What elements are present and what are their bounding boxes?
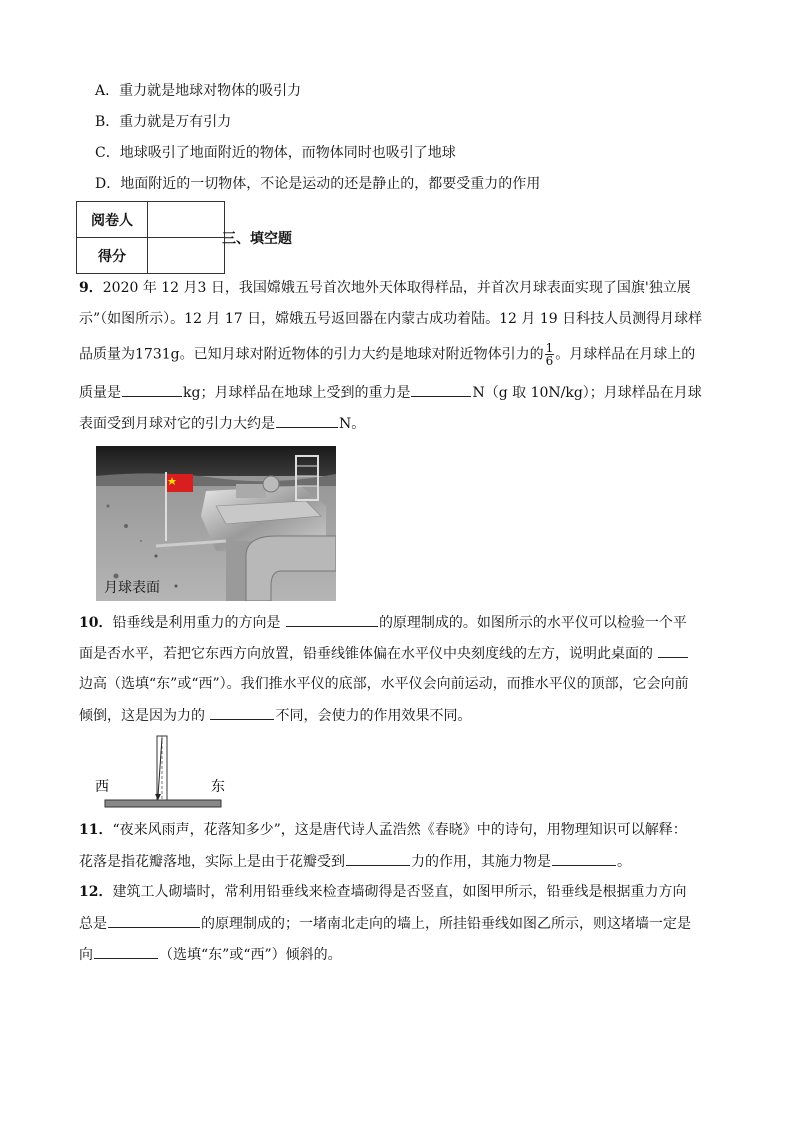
q10-line3: 边高（选填“东”或“西”）。我们推水平仪的底部，水平仪会向前运动，而推水平仪的顶部，它会向前 xyxy=(79,676,689,692)
q12-line1: 12．建筑工人砌墙时，常利用铅垂线来检查墙砌得是否竖直，如图甲所示，铅垂线是根据重力方向 xyxy=(79,884,687,900)
reviewer-cell xyxy=(148,202,225,238)
west-label: 西 xyxy=(95,779,109,795)
q11-number: 11． xyxy=(79,822,113,838)
option-d: D．地面附近的一切物体，不论是运动的还是静止的，都要受重力的作用 xyxy=(95,176,541,192)
option-c: C．地球吸引了地面附近的物体，而物体同时也吸引了地球 xyxy=(95,145,456,161)
score-cell xyxy=(148,238,225,274)
q10-number: 10． xyxy=(79,615,113,631)
section-title: 三、填空题 xyxy=(222,231,292,247)
reviewer-label: 阅卷人 xyxy=(77,202,148,238)
blank-gravity-direction[interactable] xyxy=(286,612,378,627)
blank-side-high[interactable] xyxy=(658,643,688,658)
blank-force-source[interactable] xyxy=(552,851,616,866)
q9-line2: 示”（如图所示）。12 月 17 日，嫦娥五号返回器在内蒙古成功着陆。12 月 19 日科技人员测得月球样 xyxy=(79,311,703,327)
blank-gravity-principle[interactable] xyxy=(108,913,200,928)
blank-tilt-direction[interactable] xyxy=(94,944,158,959)
level-diagram xyxy=(95,734,230,810)
blank-force-factor[interactable] xyxy=(210,705,274,720)
score-label: 得分 xyxy=(77,238,148,274)
q9-line4: 质量是 kg；月球样品在地球上受到的重力是 N（g 取 10N/kg）；月球样品在月球 xyxy=(79,382,702,403)
q10-line4: 倾倒，这是因为力的 不同，会使力的作用效果不同。 xyxy=(79,705,471,726)
option-a: A．重力就是地球对物体的吸引力 xyxy=(95,83,302,99)
q12-line3: 向 （选填“东”或“西”）倾斜的。 xyxy=(79,944,342,965)
q9-line3: 品质量为1731g。已知月球对附近物体的引力大约是地球对附近物体引力的 $\frac{1}{6}$ 。月球样品在月球上的 xyxy=(79,341,696,368)
q9-line1: 9．2020 年 12 月3 日，我国嫦娥五号首次地外天体取得样品，并首次月球表面实现了国旗'独立展 xyxy=(79,280,691,296)
blank-moon-force[interactable] xyxy=(276,413,338,428)
q10-line1: 10．铅垂线是利用重力的方向是 的原理制成的。如图所示的水平仪可以检验一个平 xyxy=(79,612,687,633)
east-label: 东 xyxy=(211,779,225,795)
fraction-one-sixth: $\frac{1}{6}$ xyxy=(545,341,554,368)
moon-image-caption: 月球表面 xyxy=(104,580,160,596)
q11-line1: 11．“夜来风雨声，花落知多少”，这是唐代诗人孟浩然《春晓》中的诗句，用物理知识可以解释： xyxy=(79,822,687,838)
q9-line5: 表面受到月球对它的引力大约是 N。 xyxy=(79,413,365,434)
option-b: B．重力就是万有引力 xyxy=(95,114,232,130)
q9-number: 9． xyxy=(79,280,103,296)
blank-earth-gravity[interactable] xyxy=(411,382,471,397)
blank-force-type[interactable] xyxy=(346,851,410,866)
q11-line2: 花落是指花瓣落地，实际上是由于花瓣受到 力的作用，其施力物是 。 xyxy=(79,851,631,872)
blank-mass[interactable] xyxy=(122,382,182,397)
q12-line2: 总是 的原理制成的；一堵南北走向的墙上，所挂铅垂线如图乙所示，则这堵墙一定是 xyxy=(79,913,691,934)
q12-number: 12． xyxy=(79,884,113,900)
moon-surface-image xyxy=(96,446,336,601)
q10-line2: 面是否水平，若把它东西方向放置，铅垂线锥体偏在水平仪中央刻度线的左方，说明此桌面的 xyxy=(79,643,689,664)
score-table xyxy=(76,201,225,274)
